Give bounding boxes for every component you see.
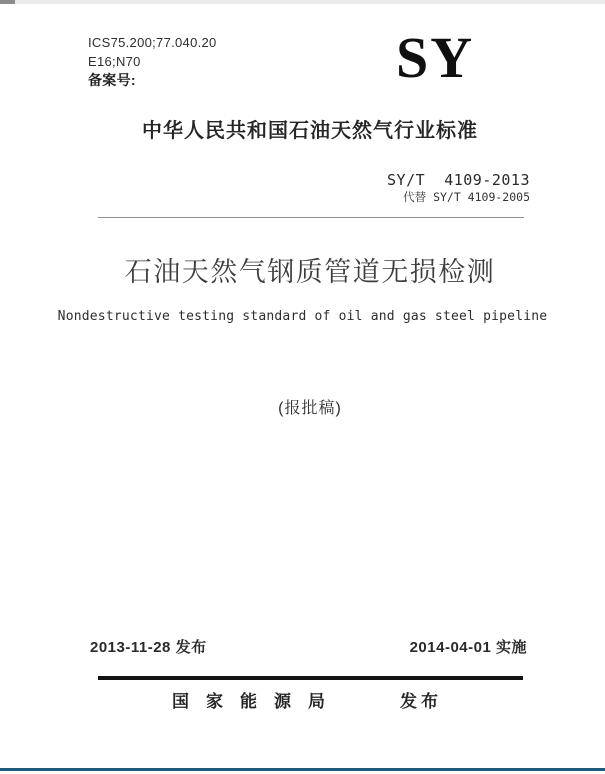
issuer-name: 国家能源局: [172, 692, 342, 711]
issuer-action-label: 发布: [400, 692, 442, 711]
implementation-date: 2014-04-01 实施: [409, 639, 527, 656]
draft-status-note: (报批稿): [278, 400, 342, 417]
classification-code: E16;N70: [88, 54, 141, 69]
replaces-note: 代替 SY/T 4109-2005: [403, 190, 530, 204]
issue-date: 2013-11-28 发布: [90, 639, 207, 656]
standard-type-heading: 中华人民共和国石油天然气行业标准: [142, 120, 478, 142]
document-title-english: Nondestructive testing standard of oil and gas steel pipeline: [57, 309, 548, 324]
scan-corner-artifact: [0, 0, 15, 4]
scan-edge-top: [0, 0, 605, 4]
scan-edge-bottom: [0, 768, 605, 771]
document-title-chinese: 石油天然气钢质管道无损检测: [124, 257, 496, 287]
header-divider-line: [98, 217, 524, 218]
standard-number: SY/T 4109-2013: [387, 171, 530, 189]
standard-number-block: [387, 171, 530, 205]
ics-code-block: [88, 33, 217, 90]
date-row: [90, 636, 527, 657]
footer-divider-line: [98, 676, 523, 680]
sy-logo: SY: [396, 25, 475, 90]
ics-code: ICS75.200;77.040.20: [88, 35, 217, 50]
record-number-label: 备案号:: [88, 72, 136, 88]
